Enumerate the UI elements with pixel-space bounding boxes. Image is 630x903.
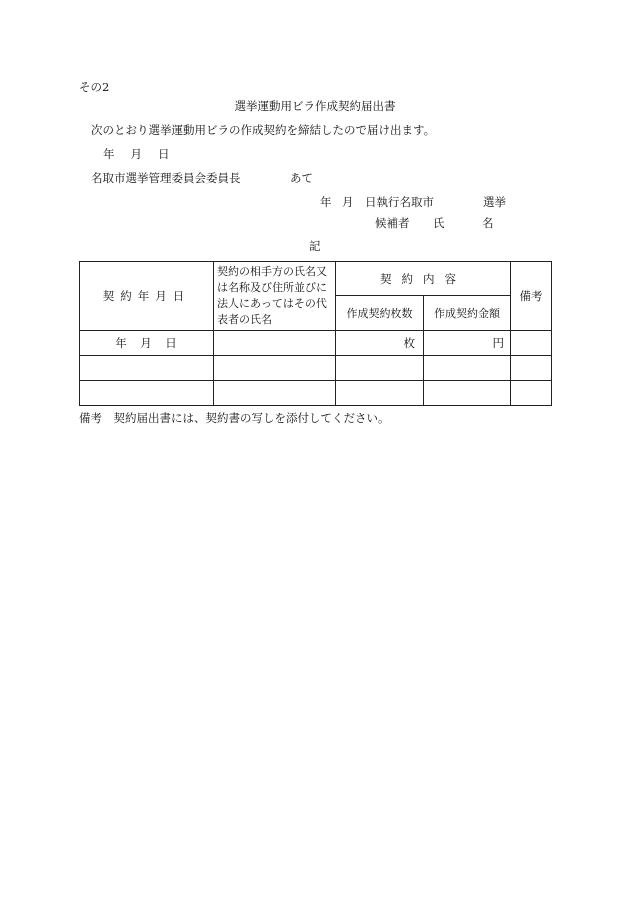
row-date [80,355,214,380]
row-count: 枚 [336,330,424,355]
table-row [80,355,552,380]
exec-election: 選挙 [483,195,506,209]
row-party [214,355,336,380]
header-contract-date: 契約年月日 [80,262,214,331]
row-count [336,380,424,405]
row-date [80,380,214,405]
candidate-shi: 氏 [433,216,445,230]
row-count [336,355,424,380]
ki-heading: 記 [309,239,321,253]
row-date: 年 月 日 [80,330,214,355]
header-contract-amount: 作成契約金額 [424,296,511,330]
row-party [214,330,336,355]
document-title: 選挙運動用ビラ作成契約届出書 [234,99,396,113]
header-sheet-count: 作成契約枚数 [336,296,424,330]
row-amount [424,355,511,380]
exec-year: 年 [320,195,332,209]
row-party [214,380,336,405]
date-month: 月 [130,147,142,161]
date-year: 年 [103,147,115,161]
candidate-label: 候補者 [375,216,410,230]
form-number-label: その2 [79,80,110,94]
row-note [511,330,552,355]
exec-text: 日執行名取市 [365,195,434,209]
addressee-suffix: あて [290,171,313,185]
header-contract-content: 契約内容 [336,262,511,296]
row-amount: 円 [424,330,511,355]
row-note [511,380,552,405]
table-row [80,330,552,355]
table-row [80,380,552,405]
intro-text: 次のとおり選挙運動用ビラの作成契約を締結したので届け出ます。 [91,123,436,137]
candidate-mei: 名 [482,216,494,230]
addressee-line [91,171,313,185]
header-contract-party: 契約の相手方の氏名又は名称及び住所並びに法人にあってはその代表者の氏名 [214,262,336,331]
remarks-footnote: 備考 契約届出書には、契約書の写しを添付してください。 [79,411,390,425]
exec-month: 月 [342,195,354,209]
header-remarks: 備考 [511,262,552,331]
addressee-name: 名取市選挙管理委員会委員長 [91,171,241,185]
contract-table [79,261,552,406]
submission-date [103,149,170,161]
row-amount [424,380,511,405]
date-day: 日 [158,147,170,161]
row-note [511,355,552,380]
